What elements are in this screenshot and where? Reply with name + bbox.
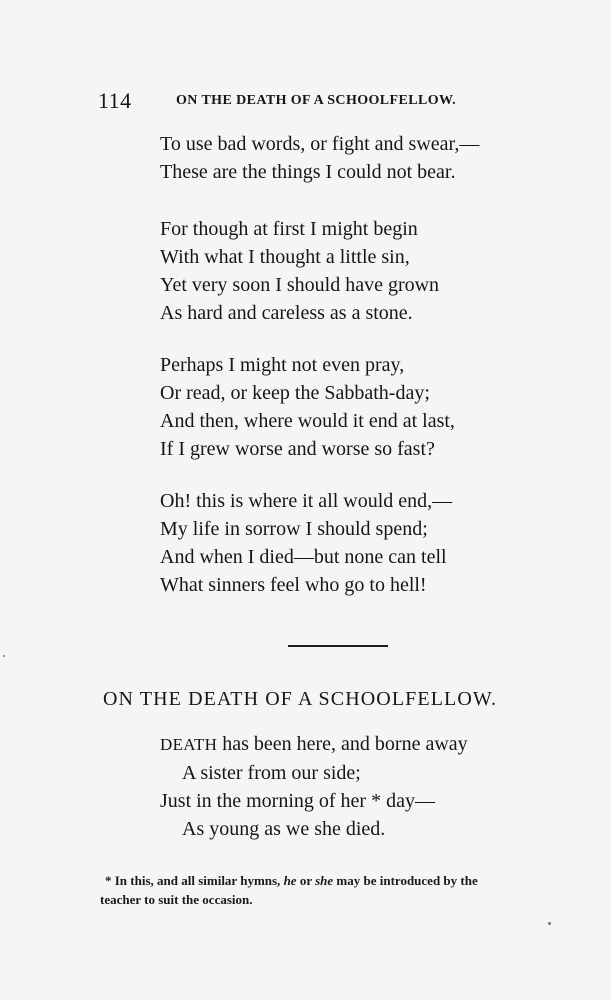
running-title: ON THE DEATH OF A SCHOOLFELLOW. bbox=[176, 93, 457, 108]
stanza-3 bbox=[160, 351, 455, 463]
poem-line: A sister from our side; bbox=[182, 762, 361, 784]
page-number: 114 bbox=[98, 88, 132, 113]
footnote-line-2: teacher to suit the occasion. bbox=[100, 892, 253, 907]
footnote-marker: * bbox=[105, 873, 112, 888]
stanza-schoolfellow-1 bbox=[160, 730, 468, 843]
stanza-1 bbox=[160, 130, 479, 186]
poem-line: If I grew worse and worse so fast? bbox=[160, 438, 435, 460]
poem-line: And when I died—but none can tell bbox=[160, 546, 447, 568]
poem-line bbox=[160, 730, 468, 759]
poem-line: Just in the morning of her * day— bbox=[160, 790, 435, 812]
running-header bbox=[98, 88, 508, 114]
poem-line: Perhaps I might not even pray, bbox=[160, 354, 405, 376]
stanza-4 bbox=[160, 487, 452, 599]
poem-line: To use bad words, or fight and swear,— bbox=[160, 133, 480, 155]
stanza-2 bbox=[160, 215, 439, 327]
poem-line: And then, where would it end at last, bbox=[160, 410, 455, 432]
footnote-he: he bbox=[283, 873, 297, 888]
poem-line: With what I thought a little sin, bbox=[160, 246, 410, 268]
footnote-she: she bbox=[315, 873, 334, 888]
poem-line: My life in sorrow I should spend; bbox=[160, 518, 428, 540]
poem-line: Oh! this is where it all would end,— bbox=[160, 490, 453, 512]
footnote-line-1 bbox=[100, 871, 590, 890]
poem-line-rest: has been here, and borne away bbox=[217, 733, 468, 755]
ink-speck bbox=[3, 655, 5, 657]
footnote-text: may be introduced by the bbox=[336, 873, 478, 888]
poem-line: Yet very soon I should have grown bbox=[160, 274, 440, 296]
footnote-or: or bbox=[299, 873, 312, 888]
poem-line: Or read, or keep the Sabbath-day; bbox=[160, 382, 430, 404]
small-caps-first-word: DEATH bbox=[160, 735, 218, 754]
poem-line: As young as we she died. bbox=[182, 818, 386, 840]
section-title: ON THE DEATH OF A SCHOOLFELLOW. bbox=[103, 688, 498, 710]
poem-line: These are the things I could not bear. bbox=[160, 161, 456, 183]
footnote-text: In this, and all similar hymns, bbox=[114, 873, 281, 888]
poem-line: As hard and careless as a stone. bbox=[160, 302, 413, 324]
ink-speck bbox=[548, 922, 551, 925]
footnote bbox=[100, 871, 590, 909]
poem-line: For though at first I might begin bbox=[160, 218, 418, 240]
section-divider bbox=[288, 645, 388, 647]
poem-line: What sinners feel who go to hell! bbox=[160, 574, 427, 596]
